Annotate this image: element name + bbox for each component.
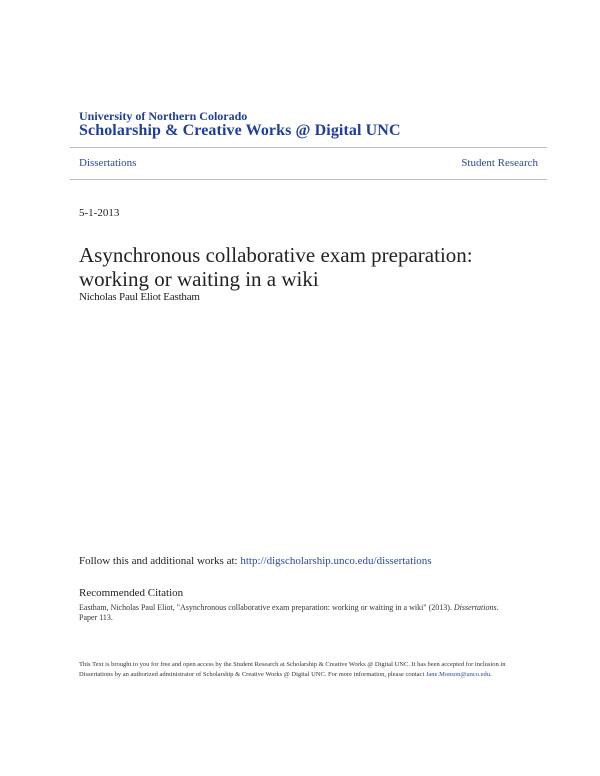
access-notice bbox=[79, 660, 529, 680]
breadcrumb-dissertations[interactable]: Dissertations bbox=[79, 157, 137, 169]
publication-date: 5-1-2013 bbox=[79, 207, 120, 219]
header-divider bbox=[70, 147, 547, 148]
follow-link[interactable]: http://digscholarship.unco.edu/dissertations bbox=[240, 555, 432, 567]
repository-title[interactable]: Scholarship & Creative Works @ Digital UNC bbox=[79, 122, 401, 139]
follow-line bbox=[79, 555, 432, 567]
citation-end: . Paper 113. bbox=[79, 603, 499, 622]
institution-name: University of Northern Colorado bbox=[79, 109, 248, 123]
document-title: Asynchronous collaborative exam preparation: working or waiting in a wiki bbox=[79, 243, 473, 292]
breadcrumb-student-research[interactable]: Student Research bbox=[461, 157, 538, 169]
notice-text: This Text is brought to you for free and open access by the Student Research at Scholarship & Creative Works @ Digital UNC. It has been accepted for inclusion in Dissertations by an authorized administrator of Scholarship & Creative Works @ Digital UNC. For more information, please contact bbox=[79, 661, 506, 678]
notice-tail: . bbox=[490, 671, 492, 678]
contact-email-link[interactable]: Jane.Monson@unco.edu bbox=[425, 671, 491, 678]
citation-heading: Recommended Citation bbox=[79, 587, 184, 599]
citation-series: Dissertations bbox=[453, 603, 497, 612]
breadcrumb-divider bbox=[70, 179, 547, 180]
citation-main: Eastham, Nicholas Paul Eliot, "Asynchronous collaborative exam preparation: working or waiting in a wiki" (2013). bbox=[79, 603, 454, 612]
citation-text bbox=[79, 603, 509, 623]
follow-label: Follow this and additional works at: bbox=[79, 555, 241, 567]
author-name: Nicholas Paul Eliot Eastham bbox=[79, 291, 200, 303]
